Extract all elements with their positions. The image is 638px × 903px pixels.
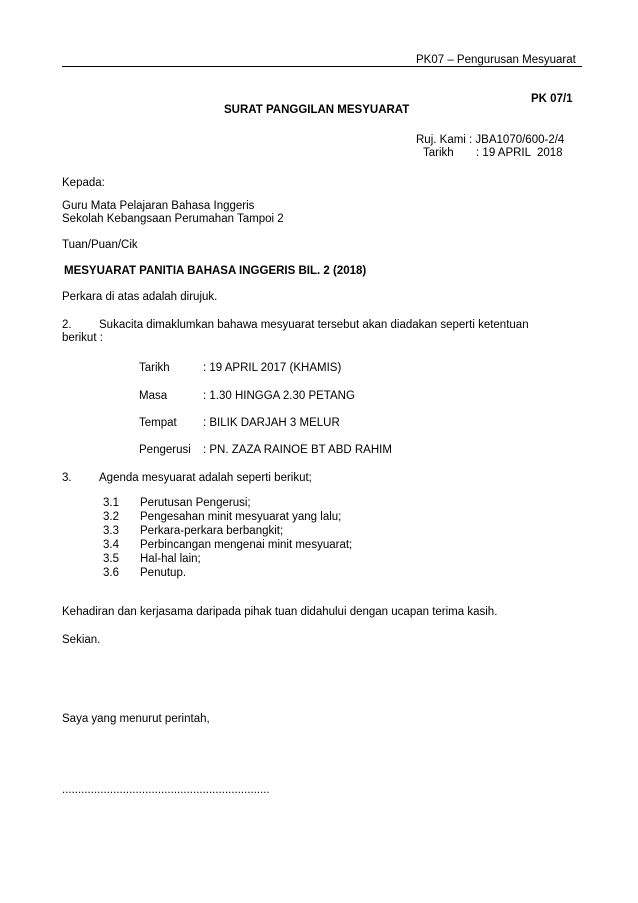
detail-label-time: Masa <box>139 390 168 402</box>
agenda-item: Pengesahan minit mesyuarat yang lalu; <box>140 511 342 523</box>
header-divider <box>62 66 582 67</box>
detail-label-venue: Tempat <box>139 417 177 429</box>
form-code: PK 07/1 <box>531 93 573 105</box>
agenda-item: Perutusan Pengerusi; <box>140 497 251 509</box>
agenda-number: 3.3 <box>103 525 119 537</box>
detail-value-date: : 19 APRIL 2017 (KHAMIS) <box>203 362 342 374</box>
detail-value-venue: : BILIK DARJAH 3 MELUR <box>203 417 340 429</box>
sekian-text: Sekian. <box>62 634 101 646</box>
letter-date: Tarikh : 19 APRIL 2018 <box>423 147 563 159</box>
agenda-number: 3.2 <box>103 511 119 523</box>
agenda-item: Perkara-perkara berbangkit; <box>140 525 284 537</box>
intro-text: Perkara di atas adalah dirujuk. <box>62 291 218 303</box>
para3-text: Agenda mesyuarat adalah seperti berikut; <box>99 472 312 484</box>
recipient-line-2: Sekolah Kebangsaan Perumahan Tampoi 2 <box>62 213 284 225</box>
agenda-number: 3.5 <box>103 553 119 565</box>
agenda-item: Penutup. <box>140 567 187 579</box>
to-label: Kepada: <box>62 177 105 189</box>
reference-number: Ruj. Kami : JBA1070/600-2/4 <box>416 134 565 146</box>
salutation: Tuan/Puan/Cik <box>62 239 138 251</box>
signoff-text: Saya yang menurut perintah, <box>62 713 210 725</box>
subject-line: MESYUARAT PANITIA BAHASA INGGERIS BIL. 2 (2018) <box>64 265 367 277</box>
running-header-title: PK07 – Pengurusan Mesyuarat <box>416 54 576 66</box>
para2-line-2: berikut : <box>62 332 103 344</box>
detail-value-chair: : PN. ZAZA RAINOE BT ABD RAHIM <box>203 444 392 456</box>
recipient-line-1: Guru Mata Pelajaran Bahasa Inggeris <box>62 200 255 212</box>
detail-value-time: : 1.30 HINGGA 2.30 PETANG <box>203 390 355 402</box>
agenda-number: 3.1 <box>103 497 119 509</box>
letter-title: SURAT PANGGILAN MESYUARAT <box>224 104 410 116</box>
para2-number: 2. <box>62 319 72 331</box>
para3-number: 3. <box>62 472 72 484</box>
agenda-number: 3.4 <box>103 539 119 551</box>
agenda-item: Perbincangan mengenai minit mesyuarat; <box>140 539 353 551</box>
agenda-item: Hal-hal lain; <box>140 553 201 565</box>
signature-line: ................................................................. <box>62 784 270 796</box>
detail-label-date: Tarikh <box>139 362 170 374</box>
detail-label-chair: Pengerusi <box>139 444 191 456</box>
agenda-number: 3.6 <box>103 567 119 579</box>
para2-line-1: Sukacita dimaklumkan bahawa mesyuarat tersebut akan diadakan seperti ketentuan <box>99 319 529 331</box>
closing-text: Kehadiran dan kerjasama daripada pihak tuan didahului dengan ucapan terima kasih. <box>62 606 498 618</box>
